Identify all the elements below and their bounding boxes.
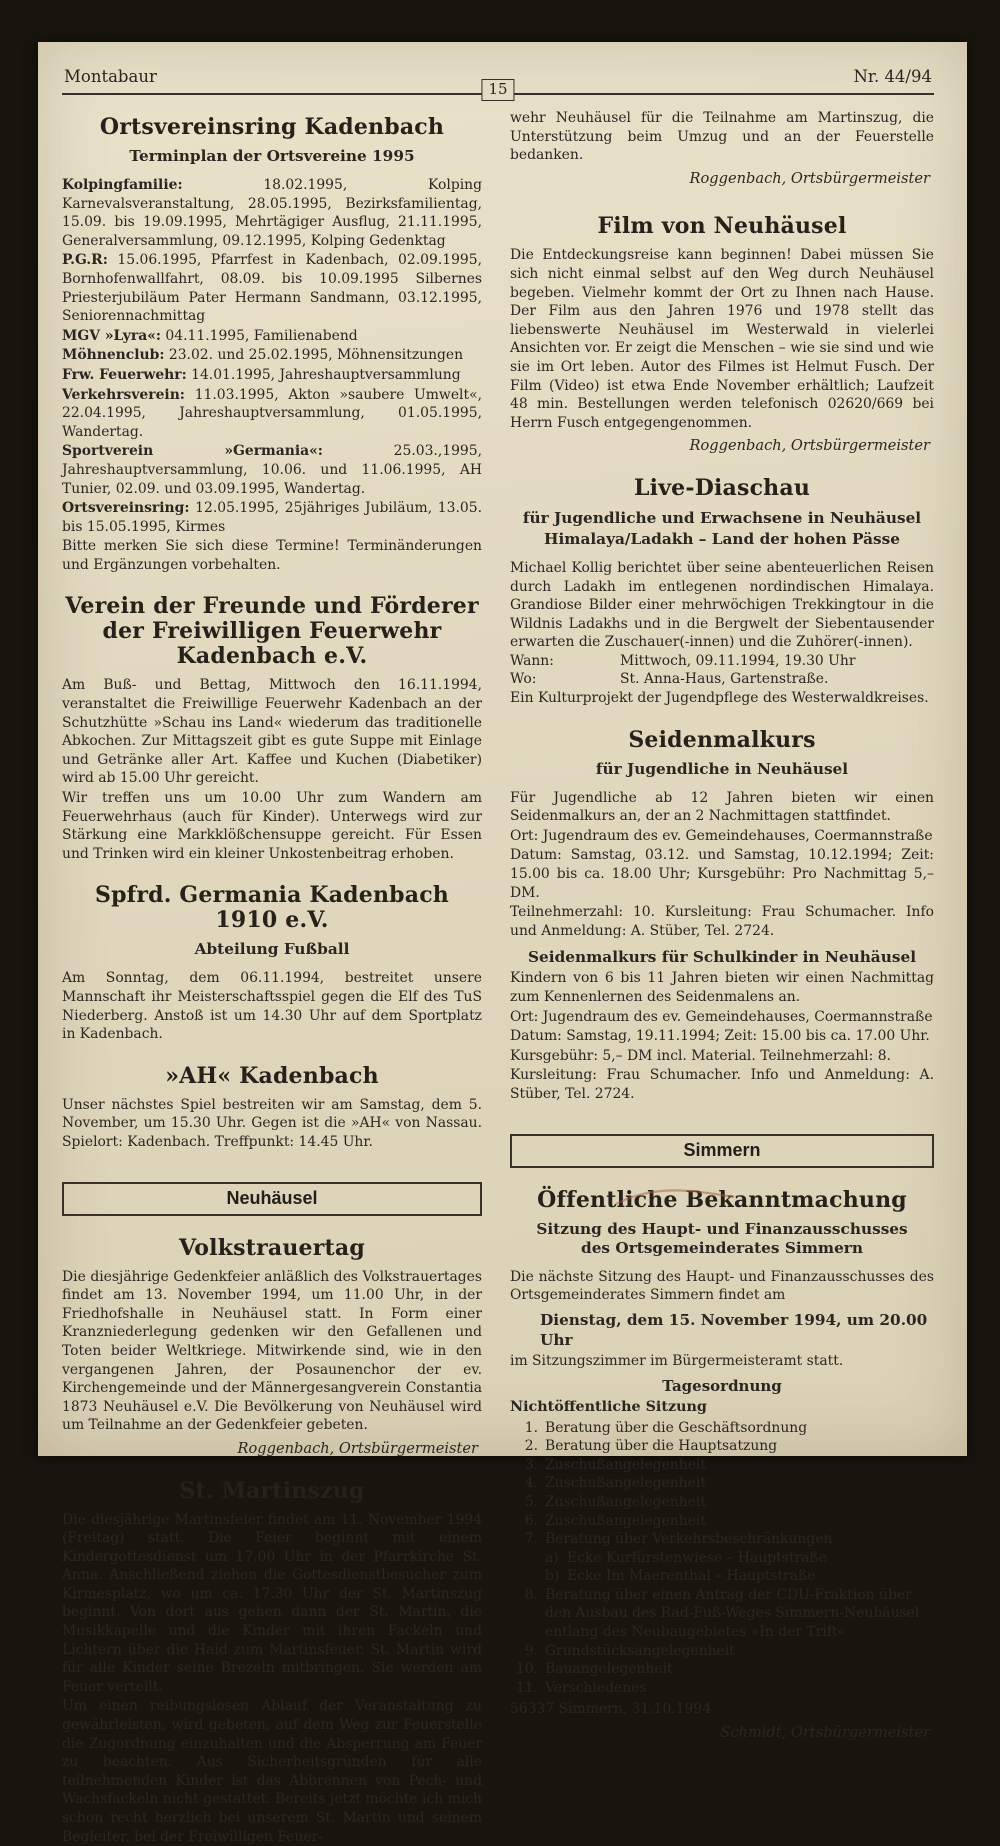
paragraph: Kursleitung: Frau Schumacher. Info und Anmeldung: A. Stüber, Tel. 2724.: [510, 1066, 934, 1103]
section-subtitle: für Jugendliche und Erwachsene in Neuhäusel: [510, 509, 934, 528]
course-details: [510, 969, 934, 1103]
newsletter-page: [38, 42, 967, 1456]
section-volkstrauertag: [62, 1236, 482, 1459]
event-item: [62, 537, 482, 574]
right-column: [510, 109, 934, 1846]
section-subtitle: Terminplan der Ortsvereine 1995: [62, 147, 482, 166]
agenda-text: Zuschußangelegenheit: [545, 1512, 934, 1531]
paragraph: Für Jugendliche ab 12 Jahren bieten wir einen Seidenmalkurs an, der an 2 Nachmittagen stattfindet.: [510, 789, 934, 826]
event-item: [62, 366, 482, 385]
agenda-text: Beratung über einen Antrag der CDU-Fraktion über den Ausbau des Rad-Fuß-Weges Simmern-Neuhäusel entlang des Neubaugebietes »In der Trift«: [545, 1586, 934, 1642]
paragraph: Teilnehmerzahl: 10. Kursleitung: Frau Schumacher. Info und Anmeldung: A. Stüber, Tel. 2724.: [510, 903, 934, 940]
event-text: 12.05.1995, 25jähriges Jubiläum, 13.05. bis 15.05.1995, Kirmes: [62, 500, 482, 535]
agenda-text: Bauangelegenheit: [545, 1660, 934, 1679]
agenda-text: Ecke Kurfürstenwiese – Hauptstraße: [567, 1549, 934, 1568]
agenda-number: 7.: [510, 1530, 545, 1549]
paragraph: Kindern von 6 bis 11 Jahren bieten wir einen Nachmittag zum Kennenlernen des Seidenmalens an.: [510, 969, 934, 1006]
detail-label: Wo:: [510, 670, 620, 689]
agenda-item: [510, 1642, 934, 1661]
agenda-text: Zuschußangelegenheit: [545, 1474, 934, 1493]
section-title: Ortsvereinsring Kadenbach: [62, 115, 482, 140]
event-lead: Kolpingfamilie:: [62, 177, 183, 193]
agenda-number: 3.: [510, 1456, 545, 1475]
signature: Roggenbach, Ortsbürgermeister: [510, 170, 930, 189]
section-title-line: der Freiwilligen Feuerwehr Kadenbach e.V.: [62, 619, 482, 669]
agenda-item: [510, 1660, 934, 1679]
masthead-location: Montabaur: [64, 67, 157, 86]
agenda-item: [510, 1512, 934, 1531]
agenda-text: Beratung über Verkehrsbeschränkungen: [545, 1530, 934, 1549]
agenda-title: Tagesordnung: [510, 1377, 934, 1396]
section-germania: [62, 883, 482, 1043]
section-seidenmalkurs: [510, 728, 934, 1104]
paragraph: im Sitzungszimmer im Bürgermeisteramt statt.: [510, 1352, 934, 1371]
banner-simmern: Simmern: [510, 1134, 934, 1168]
event-text: 15.06.1995, Pfarrfest in Kadenbach, 02.09.1995, Bornhofenwallfahrt, 08.09. bis 10.09.1995 Silbernes Priesterjubiläum Pater Hermann Sandmann, 03.12.1995, Seniorennachmittag: [62, 252, 482, 324]
section-title-line: Verein der Freunde und Förderer: [62, 594, 482, 619]
masthead-issue: Nr. 44/94: [853, 67, 932, 86]
masthead: [62, 42, 934, 95]
content-columns: [38, 95, 967, 1846]
section-diaschau: [510, 476, 934, 708]
course-details: [510, 789, 934, 941]
agenda-number: 2.: [510, 1437, 545, 1456]
agenda-item: [510, 1493, 934, 1512]
paragraph: Ein Kulturprojekt der Jugendpflege des Westerwaldkreises.: [510, 689, 934, 708]
agenda-number: b): [545, 1567, 567, 1586]
detail-label: Wann:: [510, 652, 620, 671]
section-subtitle: Abteilung Fußball: [62, 940, 482, 959]
event-item: [62, 386, 482, 442]
page-number-box: 15: [481, 79, 514, 101]
section-bekanntmachung: [510, 1188, 934, 1743]
event-lead: Verkehrsverein:: [62, 387, 185, 403]
signature: Roggenbach, Ortsbürgermeister: [510, 437, 930, 456]
event-text: 04.11.1995, Familienabend: [161, 328, 358, 344]
paragraph: Datum: Samstag, 19.11.1994; Zeit: 15.00 bis ca. 17.00 Uhr.: [510, 1027, 934, 1046]
session-type: Nichtöffentliche Sitzung: [510, 1398, 934, 1417]
section-title: Volkstrauertag: [62, 1236, 482, 1261]
section-subtitle-line: des Ortsgemeinderates Simmern: [510, 1239, 934, 1258]
paragraph: Am Buß- und Bettag, Mittwoch den 16.11.1994, veranstaltet die Freiwillige Feuerwehr Kadenbach an der Schutzhütte »Schau ins Land« wiederum das traditionelle Abkochen. Zur Mittagszeit gibt es gute Suppe mit Einlage und Getränke aller Art. Kaffee und Kuchen (Diabetiker) wird ab 15.00 Uhr gereicht.: [62, 676, 482, 788]
section-title: Live-Diaschau: [510, 476, 934, 501]
paragraph: Die diesjährige Martinsfeier findet am 11. November 1994 (Freitag) statt. Die Feier beginnt mit einem Kindergottesdienst um 17.00 Uhr in der Pfarrkirche St. Anna. Anschließend ziehen die Gottesdienstbesucher zum Kirmesplatz, wo um ca. 17.30 Uhr der St. Martinszug beginnt. Von dort aus gehen dann der St. Martin, die Musikkapelle und die Kinder mit ihren Fackeln und Lichtern über die Haid zum Martinsfeuer. St. Martin wird für alle Kinder seine Brezeln mitbringen. Sie werden am Feuer verteilt.: [62, 1511, 482, 1697]
paragraph: Die nächste Sitzung des Haupt- und Finanzausschusses des Ortsgemeinderates Simmern findet am: [510, 1268, 934, 1305]
paragraph: Die diesjährige Gedenkfeier anläßlich des Volkstrauertages findet am 13. November 1994, um 11.00 Uhr, in der Friedhofshalle in Neuhäusel statt. In Form einer Kranzniederlegung gedenken wir den Gefallenen und Toten beider Weltkriege. Mitwirkende sind, wie in den vergangenen Jahren, der Posaunenchor der ev. Kirchengemeinde und der Männergesangverein Constantia 1873 Neuhäusel e.V. Die Bevölkerung von Neuhäusel wird um Teilnahme an der Gedenkfeier gebeten.: [62, 1268, 482, 1435]
section-title: St. Martinszug: [62, 1479, 482, 1504]
agenda-number: 8.: [510, 1586, 545, 1642]
section-title: Film von Neuhäusel: [510, 214, 934, 239]
detail-row: [510, 670, 934, 689]
agenda-item: [510, 1586, 934, 1642]
agenda-item: [510, 1530, 934, 1549]
agenda-text: Beratung über die Geschäftsordnung: [545, 1419, 934, 1438]
event-lead: Frw. Feuerwehr:: [62, 367, 187, 383]
agenda-number: 9.: [510, 1642, 545, 1661]
section-foerderverein: [62, 594, 482, 863]
paragraph: Datum: Samstag, 03.12. und Samstag, 10.12.1994; Zeit: 15.00 bis ca. 18.00 Uhr; Kursgebühr: Pro Nachmittag 5,– DM.: [510, 846, 934, 902]
section-ah-kadenbach: [62, 1064, 482, 1152]
event-lead: MGV »Lyra«:: [62, 328, 161, 344]
section-film: [510, 214, 934, 456]
agenda-text: Zuschußangelegenheit: [545, 1456, 934, 1475]
event-text: 23.02. und 25.02.1995, Möhnensitzungen: [164, 347, 463, 363]
agenda-text: Beratung über die Hauptsatzung: [545, 1437, 934, 1456]
paragraph: wehr Neuhäusel für die Teilnahme am Martinszug, die Unterstützung beim Umzug und an der Feuerstelle bedanken.: [510, 109, 934, 165]
event-item: [62, 499, 482, 536]
event-item: [62, 176, 482, 250]
paragraph: Die Entdeckungsreise kann beginnen! Dabei müssen Sie sich nicht einmal selbst auf den Weg durch Neuhäusel begeben. Vielmehr kommt der Ort zu Ihnen nach Hause. Der Film aus den Jahren 1976 und 1978 stellt das liebenswerte Neuhäusel im Westerwald in vielerlei Ansichten vor. Er zeigt die Menschen – wie sie sind und wie sie im Ort leben. Autor des Filmes ist Helmut Fusch. Der Film (Video) ist etwa Ende November erhältlich; Laufzeit 48 min. Bestellungen werden telefonisch 02620/669 bei Herrn Fusch entgegengenommen.: [510, 246, 934, 432]
place-date: 56337 Simmern, 31.10.1994: [510, 1700, 934, 1719]
agenda-number: 4.: [510, 1474, 545, 1493]
section-title: »AH« Kadenbach: [62, 1064, 482, 1089]
agenda-number: 10.: [510, 1660, 545, 1679]
section-title: [62, 594, 482, 669]
paragraph: Wir treffen uns um 10.00 Uhr zum Wandern am Feuerwehrhaus (auch für Kinder). Unterwegs wird zur Stärkung eine Markklößchensuppe gereicht. Für Essen und Trinken wird ein kleiner Unkostenbeitrag erhoben.: [62, 789, 482, 863]
event-list: [62, 176, 482, 574]
agenda-item: [510, 1679, 934, 1698]
event-lead: Möhnenclub:: [62, 347, 164, 363]
agenda-text: Verschiedenes: [545, 1679, 934, 1698]
agenda-item: [510, 1419, 934, 1438]
agenda-number: 6.: [510, 1512, 545, 1531]
detail-value: St. Anna-Haus, Gartenstraße.: [620, 670, 934, 689]
event-item: [62, 251, 482, 325]
event-text: 11.03.1995, Akton »saubere Umwelt«, 22.04.1995, Jahreshauptversammlung, 01.05.1995, Wandertag.: [62, 387, 482, 440]
event-item: [62, 327, 482, 346]
agenda-item: [510, 1437, 934, 1456]
event-lead: Ortsvereinsring:: [62, 500, 189, 516]
agenda-number: 11.: [510, 1679, 545, 1698]
paragraph: Um einen reibungslosen Ablauf der Veranstaltung zu gewährleisten, wird gebeten, auf dem Weg zur Feuerstelle die Zugordnung einzuhalten und die Absperrung am Feuer zu beachten. Aus Sicherheitsgründen für alle teilnehmenden Kinder ist das Abbrennen von Pech- und Wachsfackeln nicht gestattet. Bereits jetzt möchte ich mich schon recht herzlich bei unserem St. Martin und seinem Begleiter, bei der Freiwilligen Feuer-: [62, 1697, 482, 1846]
section-subtitle: Seidenmalkurs für Schulkinder in Neuhäusel: [510, 948, 934, 967]
agenda-text: Grundstücksangelegenheit: [545, 1642, 934, 1661]
banner-neuhaeusel: Neuhäusel: [62, 1182, 482, 1216]
event-text: 14.01.1995, Jahreshauptversammlung: [187, 367, 461, 383]
section-subtitle: [510, 1220, 934, 1258]
event-item: [62, 442, 482, 498]
detail-value: Mittwoch, 09.11.1994, 19.30 Uhr: [620, 652, 934, 671]
event-lead: Sportverein »Germania«:: [62, 443, 323, 459]
section-title: Spfrd. Germania Kadenbach 1910 e.V.: [62, 883, 482, 933]
agenda-list: [510, 1419, 934, 1698]
event-text: Bitte merken Sie sich diese Termine! Terminänderungen und Ergänzungen vorbehalten.: [62, 538, 482, 573]
section-subtitle: Himalaya/Ladakh – Land der hohen Pässe: [510, 530, 934, 549]
paragraph: Am Sonntag, dem 06.11.1994, bestreitet unsere Mannschaft ihr Meisterschaftsspiel gegen die Elf des TuS Niederberg. Anstoß ist um 14.30 Uhr auf dem Sportplatz in Kadenbach.: [62, 969, 482, 1043]
event-lead: P.G.R:: [62, 252, 108, 268]
signature: Schmidt, Ortsbürgermeister: [510, 1724, 930, 1743]
agenda-item: [545, 1549, 934, 1568]
section-continuation: [510, 109, 934, 188]
paragraph: Ort: Jugendraum des ev. Gemeindehauses, Coermannstraße: [510, 1008, 934, 1027]
section-subtitle-line: Sitzung des Haupt- und Finanzausschusses: [510, 1220, 934, 1239]
section-subtitle: für Jugendliche in Neuhäusel: [510, 760, 934, 779]
event-text: 25.03.,1995, Jahreshauptversammlung, 10.06. und 11.06.1995, AH Tunier, 02.09. und 03.09.1995, Wandertag.: [62, 443, 482, 496]
agenda-number: 5.: [510, 1493, 545, 1512]
paragraph: Michael Kollig berichtet über seine abenteuerlichen Reisen durch Ladakh im entlegenen nordindischen Himalaya. Grandiose Bilder einer mehrwöchigen Trekkingtour in die Wildnis Ladakhs und in die Bergwelt der Siebentausender erwarten die Zuschauer(-innen) und die Zuhörer(-innen).: [510, 559, 934, 652]
agenda-number: 1.: [510, 1419, 545, 1438]
paragraph: Ort: Jugendraum des ev. Gemeindehauses, Coermannstraße: [510, 827, 934, 846]
agenda-item: [510, 1474, 934, 1493]
event-item: [62, 346, 482, 365]
section-martinszug: [62, 1479, 482, 1846]
section-ortsvereinsring: [62, 115, 482, 574]
agenda-item: [510, 1456, 934, 1475]
signature: Roggenbach, Ortsbürgermeister: [62, 1440, 478, 1459]
left-column: [62, 109, 482, 1846]
detail-row: [510, 652, 934, 671]
heading-wrapper: [510, 1188, 934, 1213]
paragraph: Kursgebühr: 5,– DM incl. Material. Teilnehmerzahl: 8.: [510, 1047, 934, 1066]
section-title: Öffentliche Bekanntmachung: [510, 1188, 934, 1213]
section-title: Seidenmalkurs: [510, 728, 934, 753]
paragraph: Unser nächstes Spiel bestreiten wir am Samstag, dem 5. November, um 15.30 Uhr. Gegen ist die »AH« von Nassau. Spielort: Kadenbach. Treffpunkt: 14.45 Uhr.: [62, 1096, 482, 1152]
agenda-text: Ecke Im Maerenthal – Hauptstraße: [567, 1567, 934, 1586]
agenda-number: a): [545, 1549, 567, 1568]
agenda-text: Zuschußangelegenheit: [545, 1493, 934, 1512]
meeting-date: Dienstag, dem 15. November 1994, um 20.00 Uhr: [510, 1310, 934, 1350]
event-text: 18.02.1995, Kolping Karnevalsveranstaltung, 28.05.1995, Bezirksfamilientag, 15.09. bis 19.09.1995, Mehrtägiger Ausflug, 21.11.1995, Generalversammlung, 09.12.1995, Kolping Gedenktag: [62, 177, 482, 249]
agenda-item: [545, 1567, 934, 1586]
